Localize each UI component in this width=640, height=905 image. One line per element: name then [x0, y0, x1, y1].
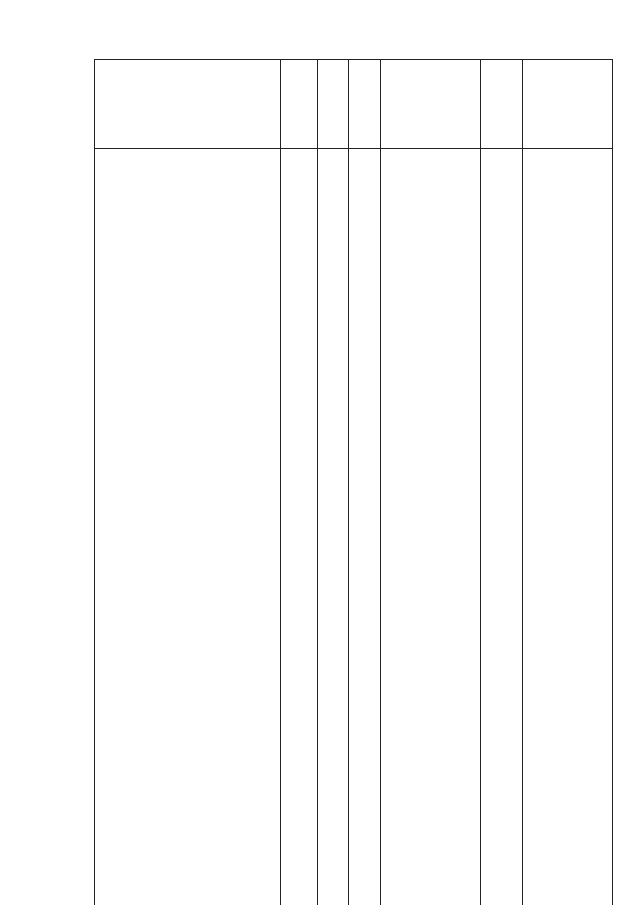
header-summa [522, 60, 614, 148]
header-gruppa [480, 60, 522, 148]
col-divider [317, 60, 318, 905]
header-razdel [317, 60, 348, 148]
col-divider [480, 60, 481, 905]
header-divider [95, 148, 612, 149]
col-divider [348, 60, 349, 905]
header-celevaya [380, 60, 480, 148]
header-vedomstvo [280, 60, 317, 148]
header-name [95, 60, 280, 148]
col-divider [380, 60, 381, 905]
col-divider [280, 60, 281, 905]
header-podrazdel [348, 60, 380, 148]
budget-table [94, 59, 613, 905]
col-divider [522, 60, 523, 905]
